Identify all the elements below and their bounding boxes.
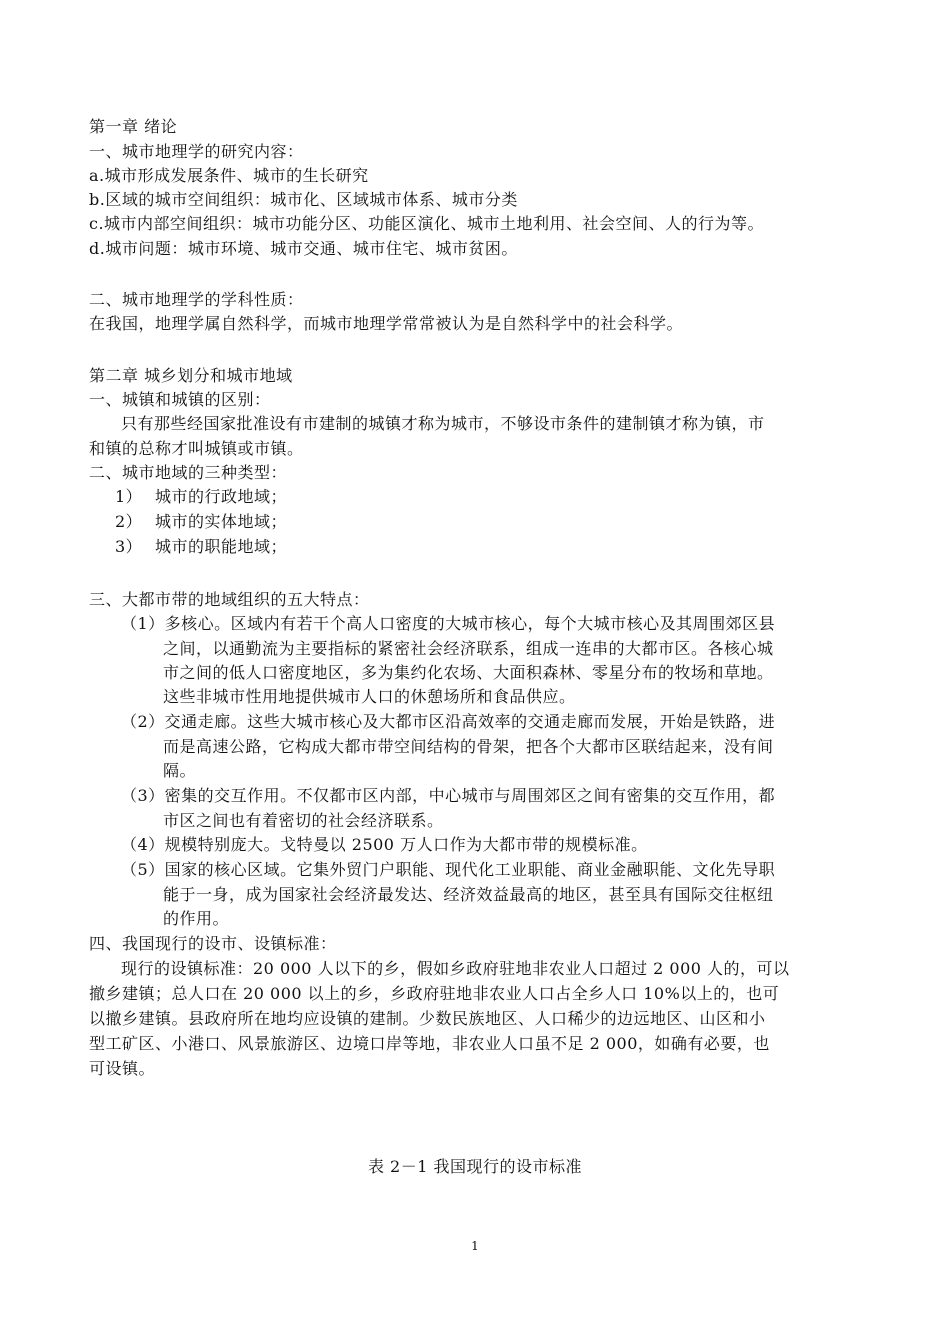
paragraph-line: 和镇的总称才叫城镇或市镇。 <box>89 439 304 458</box>
section-heading: 二、城市地理学的学科性质： <box>89 290 304 309</box>
list-item: （1）多核心。区域内有若干个高人口密度的大城市核心，每个大城市核心及其周围郊区县 <box>121 614 776 633</box>
section-heading: 一、城镇和城镇的区别： <box>89 390 271 409</box>
paragraph-line: 以撤乡建镇。县政府所在地均应设镇的建制。少数民族地区、人口稀少的边远地区、山区和小 <box>89 1009 766 1028</box>
paragraph-line: 只有那些经国家批准设有市建制的城镇才称为城市，不够设市条件的建制镇才称为镇，市 <box>121 414 765 433</box>
paragraph-line: 在我国，地理学属自然科学，而城市地理学常常被认为是自然科学中的社会科学。 <box>89 314 684 333</box>
list-item-continuation: 市区之间也有着密切的社会经济联系。 <box>163 811 444 830</box>
list-item: （5）国家的核心区域。它集外贸门户职能、现代化工业职能、商业金融职能、文化先导职 <box>121 860 776 879</box>
list-item-continuation: 的作用。 <box>163 909 230 928</box>
list-item-continuation: 市之间的低人口密度地区，多为集约化农场、大面积森林、零星分布的牧场和草地。 <box>163 663 774 682</box>
chapter-2-title: 第二章 城乡划分和城市地域 <box>89 366 293 385</box>
page-number: 1 <box>471 1239 479 1253</box>
list-item-continuation: 之间，以通勤流为主要指标的紧密社会经济联系，组成一连串的大都市区。各核心城 <box>163 639 774 658</box>
list-item: （2）交通走廊。这些大城市核心及大都市区沿高效率的交通走廊而发展，开始是铁路，进 <box>121 712 776 731</box>
paragraph-line: 撤乡建镇；总人口在 20 000 以上的乡，乡政府驻地非农业人口占全乡人口 10%以上的，也可 <box>89 984 780 1003</box>
list-number: 3） <box>115 537 143 556</box>
list-item-continuation: 而是高速公路，它构成大都市带空间结构的骨架，把各个大都市区联结起来，没有间 <box>163 737 774 756</box>
section-heading: 二、城市地域的三种类型： <box>89 463 288 482</box>
list-item-continuation: 能于一身，成为国家社会经济最发达、经济效益最高的地区，甚至具有国际交往枢纽 <box>163 885 774 904</box>
list-item: d.城市问题：城市环境、城市交通、城市住宅、城市贫困。 <box>89 239 518 258</box>
list-item: 城市的实体地域； <box>155 512 288 531</box>
list-item-continuation: 这些非城市性用地提供城市人口的休憩场所和食品供应。 <box>163 687 576 706</box>
list-item: 城市的行政地域； <box>155 487 288 506</box>
paragraph-line: 型工矿区、小港口、风景旅游区、边境口岸等地，非农业人口虽不足 2 000，如确有必要，也 <box>89 1034 770 1053</box>
list-item: （3）密集的交互作用。不仅都市区内部，中心城市与周围郊区之间有密集的交互作用，都 <box>121 786 776 805</box>
list-item-continuation: 隔。 <box>163 761 197 780</box>
list-number: 2） <box>115 512 143 531</box>
list-item: a.城市形成发展条件、城市的生长研究 <box>89 166 369 185</box>
section-heading: 四、我国现行的设市、设镇标准： <box>89 934 337 953</box>
list-item: 城市的职能地域； <box>155 537 288 556</box>
list-item: （4）规模特别庞大。戈特曼以 2500 万人口作为大都市带的规模标准。 <box>121 835 648 854</box>
table-caption: 表 2－1 我国现行的设市标准 <box>367 1157 583 1176</box>
list-item: c.城市内部空间组织：城市功能分区、功能区演化、城市土地利用、社会空间、人的行为等。 <box>89 214 765 233</box>
section-heading: 三、大都市带的地域组织的五大特点： <box>89 590 370 609</box>
list-number: 1） <box>115 487 143 506</box>
section-heading: 一、城市地理学的研究内容： <box>89 142 304 161</box>
paragraph-line: 现行的设镇标准：20 000 人以下的乡，假如乡政府驻地非农业人口超过 2 000 人的，可以 <box>121 959 790 978</box>
list-item: b.区域的城市空间组织：城市化、区域城市体系、城市分类 <box>89 190 518 209</box>
paragraph-line: 可设镇。 <box>89 1059 156 1078</box>
chapter-1-title: 第一章 绪论 <box>89 117 178 136</box>
